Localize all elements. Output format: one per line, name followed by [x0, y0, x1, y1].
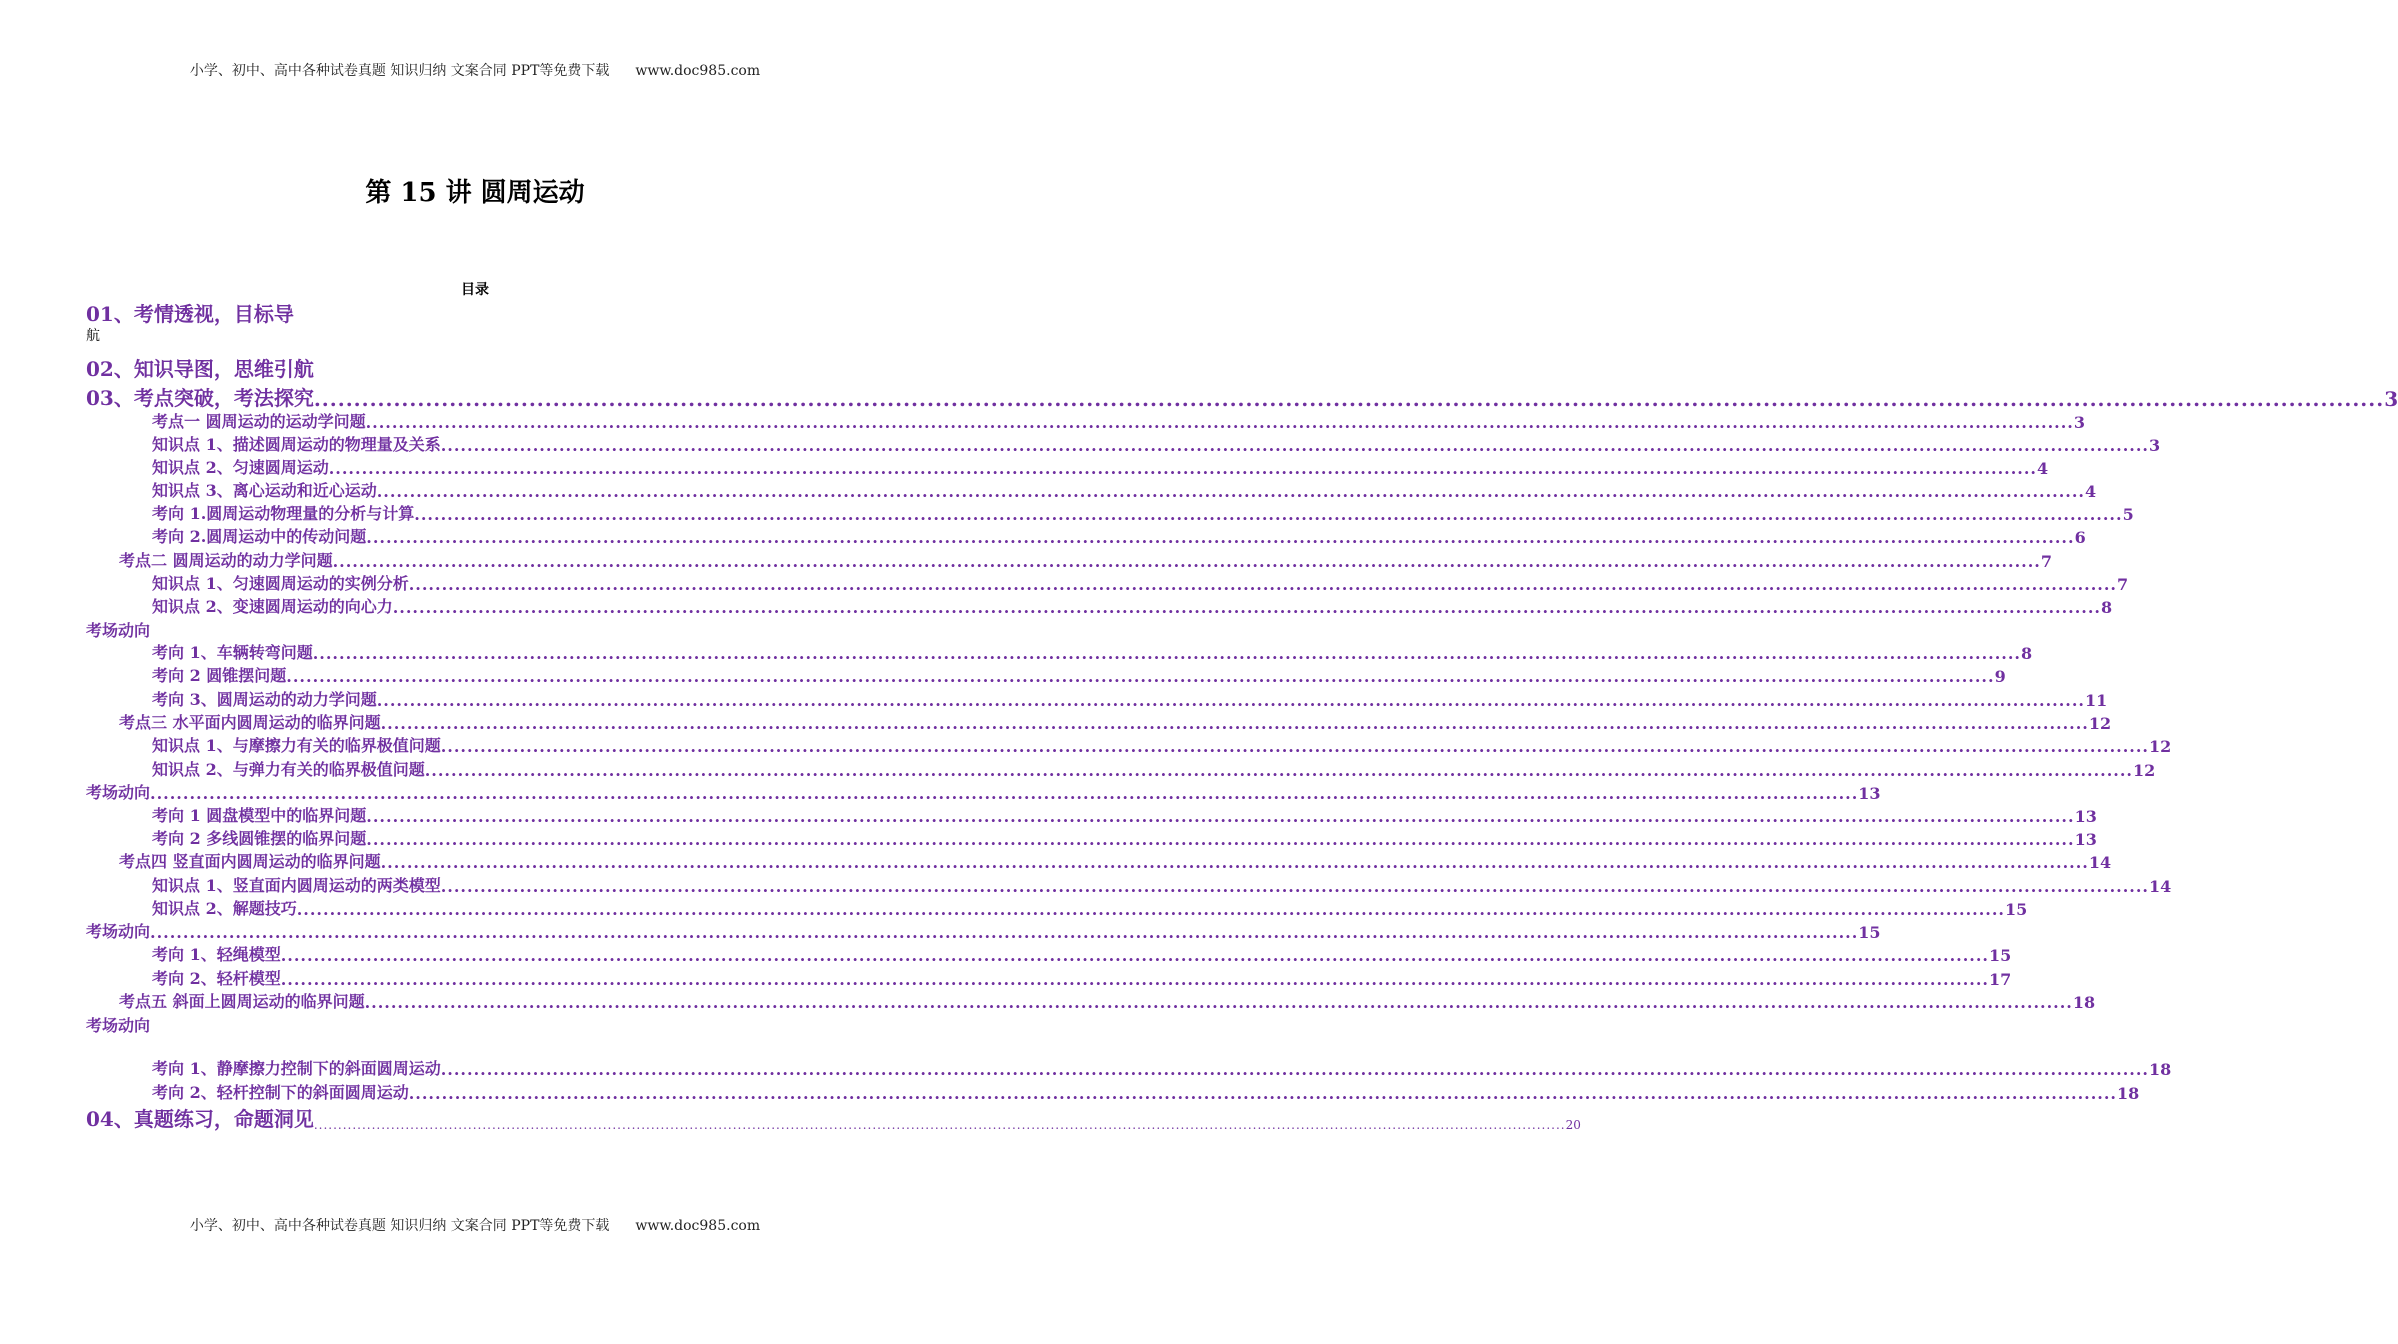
toc-page-number: 7	[2040, 552, 2052, 571]
toc-page-number: 13	[2074, 807, 2097, 826]
toc-page-number: 11	[2085, 691, 2108, 710]
toc-dot-leader: ....................................................................................................................................................................................................................................................................	[380, 853, 2089, 872]
toc-entry[interactable]	[152, 966, 2012, 989]
toc-entry[interactable]	[152, 432, 2161, 455]
toc-entry[interactable]	[152, 942, 2012, 965]
toc-entry-label: 考场动向	[86, 783, 151, 802]
toc-heading: 目录	[461, 282, 489, 298]
toc-entry[interactable]	[86, 382, 2398, 411]
toc-page-number: 14	[2088, 853, 2112, 872]
toc-dot-leader: ....................................................................................................................................................................................................................................................................	[312, 644, 2021, 663]
toc-entry-label: 考点四 竖直面内圆周运动的临界问题	[119, 852, 381, 871]
bottom-banner-site[interactable]: www.doc985.com	[635, 1218, 761, 1234]
toc-entry[interactable]	[152, 640, 2033, 663]
toc-entry[interactable]	[86, 780, 1881, 803]
toc-entry-label: 02、知识导图，思维引航	[86, 357, 314, 381]
toc-page-number: 15	[1989, 946, 2012, 965]
toc-entry-label: 考向 3、圆周运动的动力学问题	[152, 690, 377, 709]
toc-page-number: 5	[2122, 505, 2134, 524]
toc-page-number: 13	[2074, 830, 2097, 849]
toc-entry[interactable]	[152, 873, 2172, 896]
toc-entry-label: 考点五 斜面上圆周运动的临界问题	[119, 992, 365, 1011]
toc-entry[interactable]	[86, 353, 314, 382]
toc-page-number: 18	[2117, 1084, 2140, 1103]
toc-entry[interactable]	[152, 826, 2097, 849]
toc-dot-leader: ....................................................................................................................................................................................................................................................................	[332, 552, 2041, 571]
toc-entry-label: 知识点 2、匀速圆周运动	[152, 458, 329, 477]
toc-entry-label: 考向 2 多线圆锥摆的临界问题	[152, 829, 367, 848]
toc-entry[interactable]	[86, 1013, 150, 1036]
toc-entry-label: 03、考点突破，考法探究	[86, 386, 314, 410]
toc-dot-leader: ....................................................................................................................................................................................................................................................................	[366, 807, 2075, 826]
toc-dot-leader: ....................................................................................................................................................................................................................................................................	[286, 667, 1995, 686]
toc-entry-label: 考向 1 圆盘模型中的临界问题	[152, 806, 367, 825]
toc-entry[interactable]	[152, 478, 2097, 501]
page-title: 第 15 讲 圆周运动	[365, 178, 585, 208]
toc-dot-leader: ....................................................................................................................................................................................................................................................................	[376, 691, 2085, 710]
toc-entry[interactable]	[152, 501, 2134, 524]
toc-entry[interactable]	[152, 663, 2006, 686]
top-banner-text: 小学、初中、高中各种试卷真题 知识归纳 文案合同 PPT等免费下载	[189, 63, 610, 79]
toc-dot-leader: ....................................................................................................................................................................................................................................................................	[408, 575, 2117, 594]
toc-page-number: 17	[1989, 970, 2012, 989]
toc-entry[interactable]	[152, 687, 2108, 710]
toc-dot-leader: ....................................................................................................................................................................................................................................................................	[364, 993, 2073, 1012]
toc-page-number: 12	[2088, 714, 2112, 733]
toc-dot-leader: ....................................................................................................................................................................................................................................................................	[150, 923, 1859, 942]
toc-entry-label: 知识点 1、匀速圆周运动的实例分析	[152, 574, 409, 593]
toc-page-number: 4	[2037, 459, 2049, 478]
toc-dot-leader: ....................................................................................................................................................................................................................................................................	[296, 900, 2005, 919]
toc-page-number: 15	[2005, 900, 2028, 919]
toc-entry[interactable]	[152, 594, 2113, 617]
toc-dot-leader: ....................................................................................................................................................................................................................................................................	[440, 1060, 2149, 1079]
toc-page-number: 6	[2074, 528, 2086, 547]
toc-page-number: 14	[2149, 877, 2172, 896]
toc-page-number: 20	[1565, 1118, 1581, 1132]
toc-page-number: 3	[2384, 387, 2398, 411]
toc-entry-label: 知识点 1、竖直面内圆周运动的两类模型	[152, 876, 441, 895]
toc-dot-leader: ....................................................................................................................................................................................................................................................................	[414, 505, 2123, 524]
toc-dot-leader: ....................................................................................................................................................................................................................................................................	[150, 784, 1859, 803]
toc-entry-label: 考点三 水平面内圆周运动的临界问题	[119, 713, 381, 732]
toc-dot-leader: ....................................................................................................................................................................................................................................................................	[408, 1084, 2117, 1103]
bottom-banner	[0, 1215, 950, 1235]
toc-dot-leader: ....................................................................................................................................................................................................................................................................	[365, 413, 2074, 432]
toc-entry[interactable]	[152, 1080, 2140, 1103]
toc-entry-label: 考场动向	[86, 922, 151, 941]
toc-wrapped-text: 航	[86, 328, 100, 344]
toc-entry-label: 考向 1.圆周运动物理量的分析与计算	[152, 504, 415, 523]
toc-page-number: 4	[2085, 482, 2097, 501]
toc-entry-label: 知识点 1、描述圆周运动的物理量及关系	[152, 435, 441, 454]
toc-page-number: 12	[2149, 737, 2172, 756]
toc-dot-leader: ....................................................................................................................................................................................................................................................................	[440, 737, 2149, 756]
toc-entry-label: 考点二 圆周运动的动力学问题	[119, 551, 333, 570]
toc-dot-leader: ....................................................................................................................................................................................................................................................................	[328, 459, 2037, 478]
toc-entry-label: 知识点 1、与摩擦力有关的临界极值问题	[152, 736, 441, 755]
toc-entry[interactable]	[86, 618, 150, 641]
toc-entry[interactable]	[152, 571, 2129, 594]
toc-dot-leader: ....................................................................................................................................................................................................................................................................	[392, 598, 2101, 617]
toc-dot-leader: ....................................................................................................................................................................................................................................................................	[280, 970, 1989, 989]
toc-entry[interactable]	[152, 409, 2085, 432]
toc-page-number: 18	[2072, 993, 2096, 1012]
toc-entry[interactable]	[86, 919, 1881, 942]
toc-entry-label: 考场动向	[86, 1016, 151, 1035]
toc-dot-leader: ....................................................................................................................................................................................................................................................................	[440, 436, 2149, 455]
toc-entry-label: 考向 1、车辆转弯问题	[152, 643, 313, 662]
toc-entry[interactable]	[119, 849, 2112, 872]
toc-entry[interactable]	[152, 455, 2049, 478]
toc-entry[interactable]	[119, 989, 2096, 1012]
toc-entry[interactable]	[119, 710, 2112, 733]
toc-page-number: 8	[2021, 644, 2033, 663]
toc-entry-label: 01、考情透视，目标导	[86, 302, 294, 326]
toc-entry-label: 考点一 圆周运动的运动学问题	[152, 412, 366, 431]
toc-entry-label: 04、真题练习，命题洞见	[86, 1107, 314, 1131]
top-banner-site[interactable]: www.doc985.com	[635, 63, 761, 79]
toc-dot-leader: ....................................................................................................................................................................................................................................................................	[313, 1118, 1566, 1132]
toc-entry-label: 知识点 2、与弹力有关的临界极值问题	[152, 760, 425, 779]
toc-page-number: 3	[2149, 436, 2161, 455]
toc-page-number: 3	[2073, 413, 2085, 432]
bottom-banner-text: 小学、初中、高中各种试卷真题 知识归纳 文案合同 PPT等免费下载	[189, 1218, 610, 1234]
toc-page-number: 18	[2149, 1060, 2172, 1079]
toc-entry-label: 考场动向	[86, 621, 151, 640]
toc-entry[interactable]	[86, 298, 294, 327]
toc-entry[interactable]	[86, 1103, 1581, 1132]
toc-entry[interactable]	[152, 1056, 2172, 1079]
toc-entry-label: 考向 1、静摩擦力控制下的斜面圆周运动	[152, 1059, 441, 1078]
toc-page-number: 7	[2117, 575, 2129, 594]
toc-entry[interactable]	[152, 524, 2086, 547]
toc-entry-label: 考向 1、轻绳模型	[152, 945, 281, 964]
toc-entry-label: 考向 2、轻杆模型	[152, 969, 281, 988]
toc-entry-label: 知识点 2、解题技巧	[152, 899, 297, 918]
toc-entry-label: 考向 2、轻杆控制下的斜面圆周运动	[152, 1083, 409, 1102]
toc-dot-leader: ....................................................................................................................................................................................................................................................................	[280, 946, 1989, 965]
toc-dot-leader: ....................................................................................................................................................................................................................................................................	[380, 714, 2089, 733]
toc-entry[interactable]	[119, 548, 2052, 571]
toc-page-number: 8	[2101, 598, 2113, 617]
toc-entry-label: 考向 2.圆周运动中的传动问题	[152, 527, 367, 546]
toc-entry-label: 考向 2 圆锥摆问题	[152, 666, 287, 685]
toc-page-number: 12	[2133, 761, 2156, 780]
toc-dot-leader: ....................................................................................................................................................................................................................................................................	[366, 528, 2075, 547]
toc-entry-label: 知识点 2、变速圆周运动的向心力	[152, 597, 393, 616]
toc-dot-leader: ....................................................................................................................................................................................................................................................................	[376, 482, 2085, 501]
toc-dot-leader: ....................................................................................................................................................................................................................................................................	[366, 830, 2075, 849]
toc-entry-label: 知识点 3、离心运动和近心运动	[152, 481, 377, 500]
toc-entry[interactable]	[152, 757, 2156, 780]
toc-page-number: 9	[1994, 667, 2006, 686]
toc-entry[interactable]	[152, 896, 2028, 919]
toc-dot-leader: ....................................................................................................................................................................................................................................................................	[313, 387, 2385, 411]
toc-page-number: 13	[1858, 784, 1881, 803]
toc-entry[interactable]	[152, 733, 2172, 756]
toc-entry[interactable]	[152, 803, 2097, 826]
toc-dot-leader: ....................................................................................................................................................................................................................................................................	[424, 761, 2133, 780]
toc-page-number: 15	[1858, 923, 1881, 942]
toc-dot-leader: ....................................................................................................................................................................................................................................................................	[440, 877, 2149, 896]
